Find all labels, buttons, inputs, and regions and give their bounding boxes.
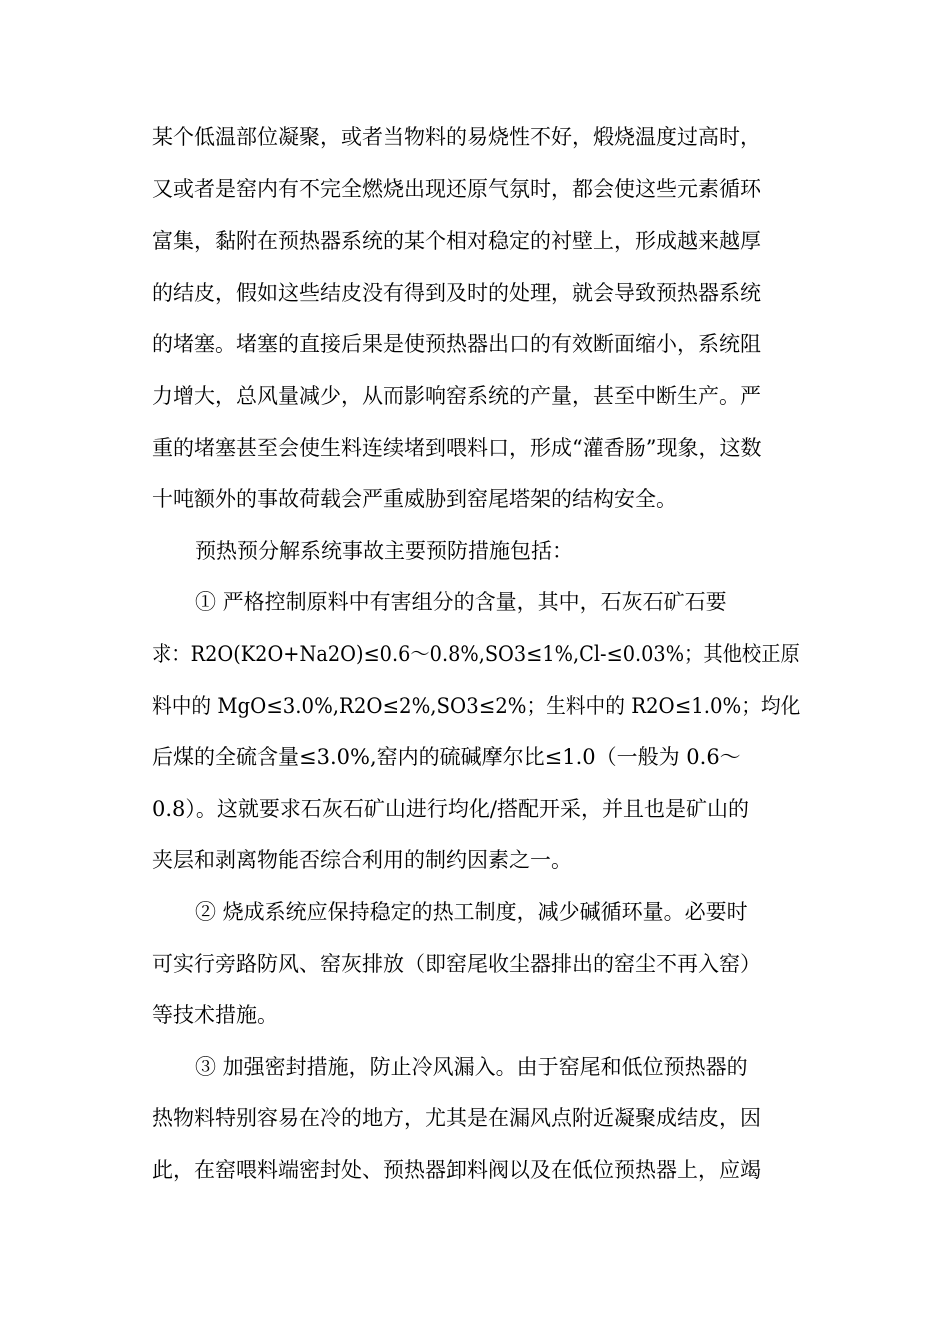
list-item-1-line-5: 0.8）。这就要求石灰石矿山进行均化/搭配开采，并且也是矿山的 xyxy=(152,797,749,821)
text-line-1: 某个低温部位凝聚，或者当物料的易烧性不好，煅烧温度过高时， xyxy=(152,125,761,149)
text-line-7: 重的堵塞甚至会使生料连续堵到喂料口，形成“灌香肠”现象，这数 xyxy=(152,436,762,460)
text-line-5: 的堵塞。堵塞的直接后果是使预热器出口的有效断面缩小，系统阻 xyxy=(152,332,761,356)
section-heading-prevention: 预热预分解系统事故主要预防措施包括： xyxy=(195,539,573,563)
list-item-2-line-3: 等技术措施。 xyxy=(152,1003,278,1027)
list-item-1-line-2: 求：R2O(K2O+Na2O)≤0.6～0.8%,SO3≤1%,Cl-≤0.03%；其他校正原 xyxy=(152,642,800,666)
list-item-2-line-1: ② 烧成系统应保持稳定的热工制度，减少碱循环量。必要时 xyxy=(195,900,748,924)
text-line-3: 富集，黏附在预热器系统的某个相对稳定的衬壁上，形成越来越厚 xyxy=(152,229,761,253)
list-item-3-line-1: ③ 加强密封措施，防止冷风漏入。由于窑尾和低位预热器的 xyxy=(195,1055,748,1079)
list-item-1-line-4: 后煤的全硫含量≤3.0%,窑内的硫碱摩尔比≤1.0（一般为 0.6～ xyxy=(152,745,741,769)
list-item-2-line-2: 可实行旁路防风、窑灰排放（即窑尾收尘器排出的窑尘不再入窑） xyxy=(152,952,761,976)
list-item-3-line-3: 此，在窑喂料端密封处、预热器卸料阀以及在低位预热器上，应竭 xyxy=(152,1158,761,1182)
list-item-1-line-1: ① 严格控制原料中有害组分的含量，其中，石灰石矿石要 xyxy=(195,590,727,614)
list-item-1-line-3: 料中的 MgO≤3.0%,R2O≤2%,SO3≤2%；生料中的 R2O≤1.0%；均化 xyxy=(152,694,801,718)
text-line-6: 力增大，总风量减少，从而影响窑系统的产量，甚至中断生产。严 xyxy=(152,384,761,408)
text-line-4: 的结皮，假如这些结皮没有得到及时的处理，就会导致预热器系统 xyxy=(152,281,761,305)
list-item-3-line-2: 热物料特别容易在冷的地方，尤其是在漏风点附近凝聚成结皮，因 xyxy=(152,1106,761,1130)
text-line-8: 十吨额外的事故荷载会严重威胁到窑尾塔架的结构安全。 xyxy=(152,487,677,511)
list-item-1-line-6: 夹层和剥离物能否综合利用的制约因素之一。 xyxy=(152,848,572,872)
text-line-2: 又或者是窑内有不完全燃烧出现还原气氛时，都会使这些元素循环 xyxy=(152,177,761,201)
